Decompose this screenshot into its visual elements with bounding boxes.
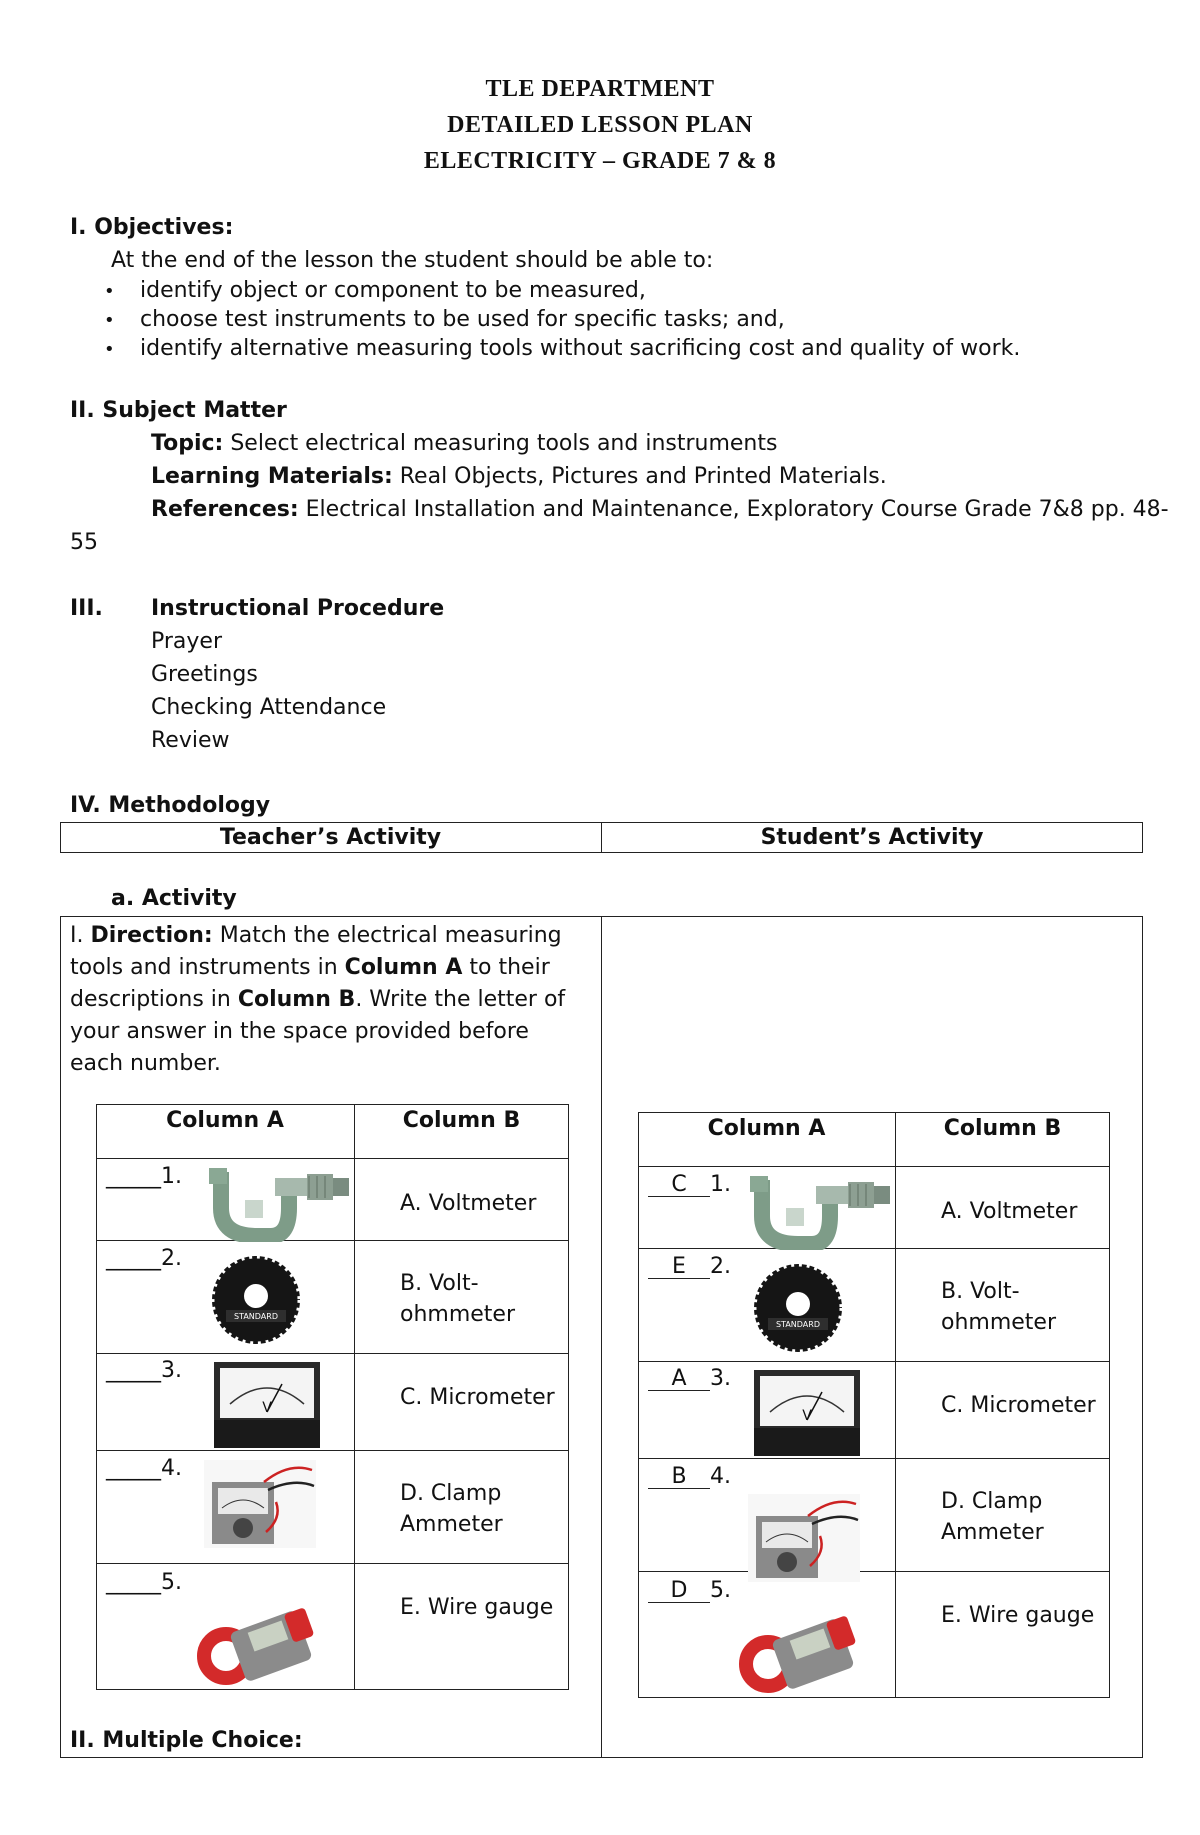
micrometer-image [205,1162,355,1242]
student-activity-header: Student’s Activity [760,825,984,850]
subject-title: II. Subject Matter [70,398,287,423]
objective-item: identify object or component to be measured, [140,278,646,303]
column-a-header: Column A [707,1116,826,1141]
choice-d: D. Clamp Ammeter [941,1489,1044,1545]
column-a-header: Column A [166,1108,284,1133]
table-row-divider [96,1563,569,1564]
answer-blank[interactable]: _____4. [106,1456,182,1481]
table-row-divider [96,1450,569,1451]
answer-filled[interactable]: D 5. [648,1578,731,1603]
volt-ohmmeter-image [204,1460,316,1548]
table-row-divider [638,1571,1110,1572]
choice-c: C. Micrometer [941,1393,1096,1418]
header-subject: ELECTRICITY – GRADE 7 & 8 [423,148,777,174]
procedure-numeral: III. [70,596,103,621]
voltmeter-image [212,1360,322,1450]
bullet-icon: • [104,281,115,302]
objective-item: identify alternative measuring tools without sacrificing cost and quality of work. [140,336,1021,361]
choice-a: A. Voltmeter [941,1199,1078,1224]
volt-ohmmeter-image [748,1494,860,1582]
column-b-header: Column B [943,1116,1062,1141]
direction-text: I. Direction: Match the electrical measuring tools and instruments in Column A to their descriptions in Column B. Write the letter of your answer in the space provided before each number. [70,923,566,1076]
procedure-item: Greetings [151,662,258,687]
answer-filled[interactable]: E 2. [648,1254,731,1279]
table-row-divider [638,1361,1110,1362]
clamp-ammeter-image [196,1598,320,1686]
voltmeter-image [752,1368,862,1458]
procedure-title: Instructional Procedure [151,596,445,621]
teacher-activity-header: Teacher’s Activity [219,825,442,850]
procedure-item: Prayer [151,629,223,654]
micrometer-image [746,1170,896,1250]
table-row-divider [638,1166,1110,1167]
bullet-icon: • [104,339,115,360]
header-title: DETAILED LESSON PLAN [447,112,753,138]
procedure-item: Review [151,728,230,753]
objectives-intro: At the end of the lesson the student should be able to: [111,248,714,273]
subject-topic: Topic: Select electrical measuring tools and instruments [151,431,778,456]
answer-blank[interactable]: _____5. [106,1570,182,1595]
wire-gauge-image [738,1260,858,1356]
clamp-ammeter-image [738,1606,862,1694]
objective-item: choose test instruments to be used for specific tasks; and, [140,307,785,332]
answer-blank[interactable]: _____3. [106,1358,182,1383]
bullet-icon: • [104,310,115,331]
choice-c: C. Micrometer [400,1385,555,1410]
wire-gauge-image [196,1252,316,1348]
table-row-divider [96,1353,569,1354]
procedure-item: Checking Attendance [151,695,387,720]
header-department: TLE DEPARTMENT [485,76,715,102]
choice-b: B. Volt-ohmmeter [400,1271,516,1327]
subject-references-cont: 55 [70,530,98,555]
table-row-divider [638,1458,1110,1459]
subject-references: References: Electrical Installation and Maintenance, Exploratory Course Grade 7&8 pp. 48- [151,497,1169,522]
table-row-divider [96,1158,569,1159]
table-divider [601,916,602,1758]
choice-e: E. Wire gauge [400,1595,554,1620]
answer-filled[interactable]: C 1. [648,1172,731,1197]
activity-label: a. Activity [111,886,237,911]
column-b-header: Column B [402,1108,521,1133]
objectives-title: I. Objectives: [70,215,234,240]
choice-d: D. Clamp Ammeter [400,1481,503,1537]
answer-blank[interactable]: _____2. [106,1246,182,1271]
choice-a: A. Voltmeter [400,1191,537,1216]
methodology-title: IV. Methodology [70,793,271,818]
answer-filled[interactable]: A 3. [648,1366,731,1391]
choice-e: E. Wire gauge [941,1603,1095,1628]
answer-blank[interactable]: _____1. [106,1164,182,1189]
choice-b: B. Volt-ohmmeter [941,1279,1057,1335]
multiple-choice-title: II. Multiple Choice: [70,1728,303,1753]
subject-materials: Learning Materials: Real Objects, Pictures and Printed Materials. [151,464,887,489]
answer-filled[interactable]: B 4. [648,1464,731,1489]
